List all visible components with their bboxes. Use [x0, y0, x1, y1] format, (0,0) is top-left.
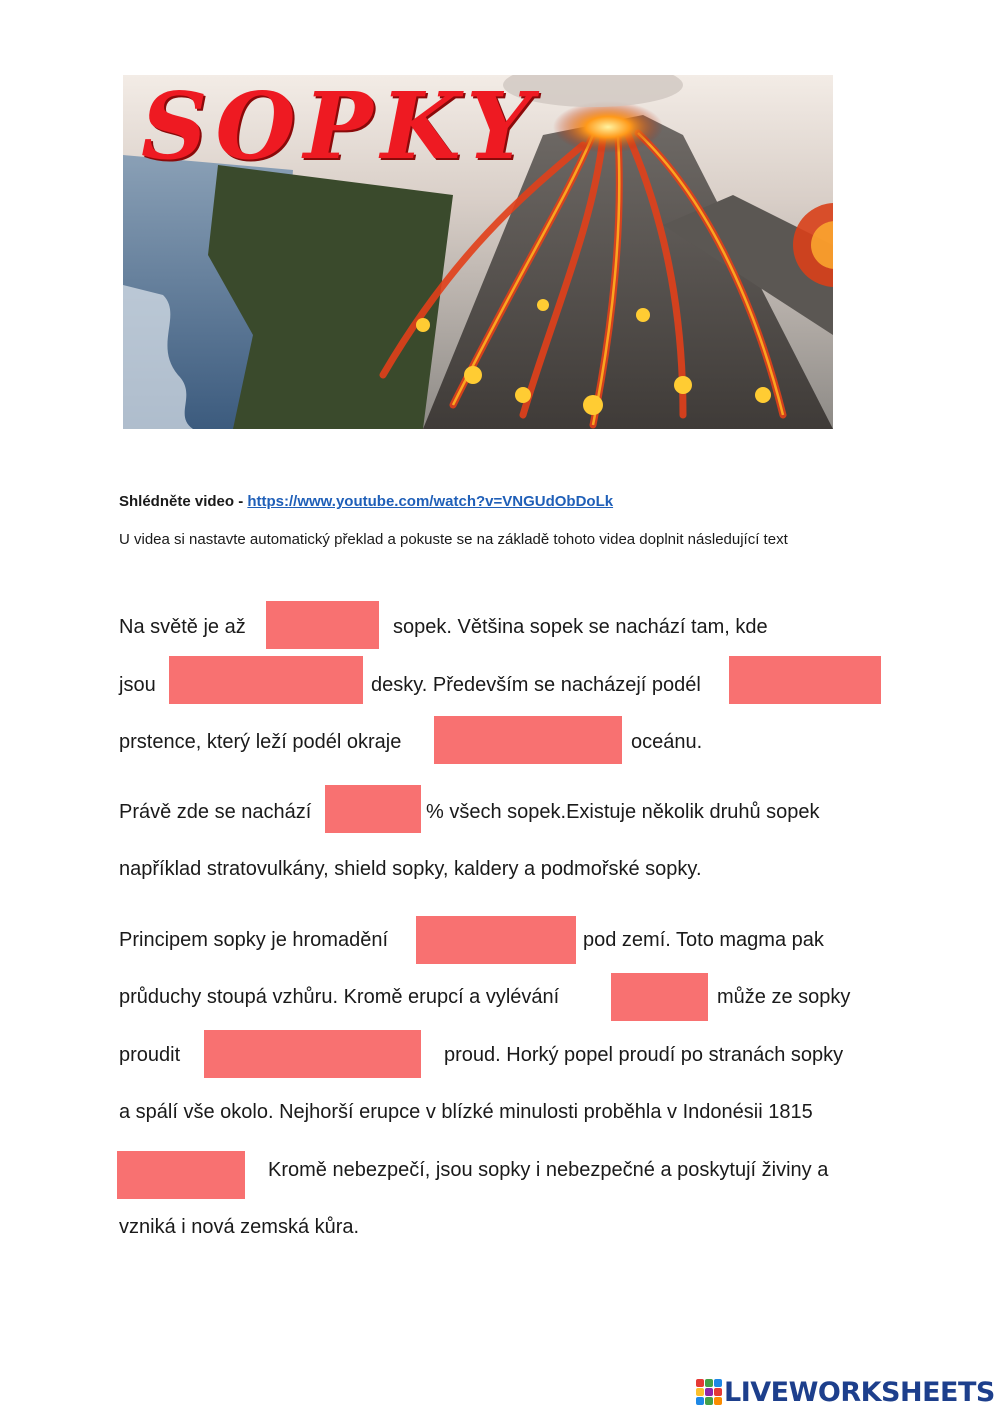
page-title: SOPKY [141, 75, 540, 180]
video-link[interactable]: https://www.youtube.com/watch?v=VNGUdObDoLk [247, 493, 614, 510]
text-segment: prstence, který leží podél okraje [119, 731, 402, 753]
blank-input-1[interactable] [266, 601, 379, 649]
text-segment: pod zemí. Toto magma pak [583, 929, 824, 951]
blank-input-9[interactable] [117, 1151, 245, 1199]
brand-grid-icon [696, 1379, 722, 1405]
text-segment: sopek. Většina sopek se nachází tam, kde [393, 616, 768, 638]
video-label: Shlédněte video - [119, 493, 248, 510]
text-segment: Na světě je až [119, 616, 246, 638]
text-segment: a spálí vše okolo. Nejhorší erupce v blízké minulosti proběhla v Indonésii 1815 [119, 1101, 813, 1123]
text-segment: Právě zde se nachází [119, 801, 312, 823]
text-segment: % všech sopek.Existuje několik druhů sopek [426, 801, 820, 823]
text-segment: Principem sopky je hromadění [119, 929, 389, 951]
text-segment: například stratovulkány, shield sopky, kaldery a podmořské sopky. [119, 858, 702, 880]
translation-instruction: U videa si nastavte automatický překlad a pokuste se na základě tohoto videa doplnit následující text [119, 531, 788, 548]
brand-logo [696, 1376, 995, 1408]
blank-input-7[interactable] [611, 973, 708, 1021]
text-segment: jsou [119, 674, 156, 696]
blank-input-3[interactable] [729, 656, 881, 704]
text-segment: průduchy stoupá vzhůru. Kromě erupcí a vylévání [119, 986, 560, 1008]
text-segment: vzniká i nová zemská kůra. [119, 1216, 360, 1238]
video-instruction-line [119, 493, 613, 510]
text-segment: oceánu. [631, 731, 703, 753]
text-segment: může ze sopky [717, 986, 851, 1008]
blank-input-8[interactable] [204, 1030, 421, 1078]
hero-banner [123, 75, 833, 429]
text-segment: desky. Především se nacházejí podél [371, 674, 701, 696]
text-segment: proud. Horký popel proudí po stranách sopky [444, 1044, 844, 1066]
text-segment: proudit [119, 1044, 181, 1066]
brand-name: LIVEWORKSHEETS [724, 1376, 995, 1408]
blank-input-2[interactable] [169, 656, 363, 704]
text-segment: Kromě nebezpečí, jsou sopky i nebezpečné a poskytují živiny a [268, 1159, 829, 1181]
blank-input-6[interactable] [416, 916, 576, 964]
blank-input-5[interactable] [325, 785, 421, 833]
blank-input-4[interactable] [434, 716, 622, 764]
